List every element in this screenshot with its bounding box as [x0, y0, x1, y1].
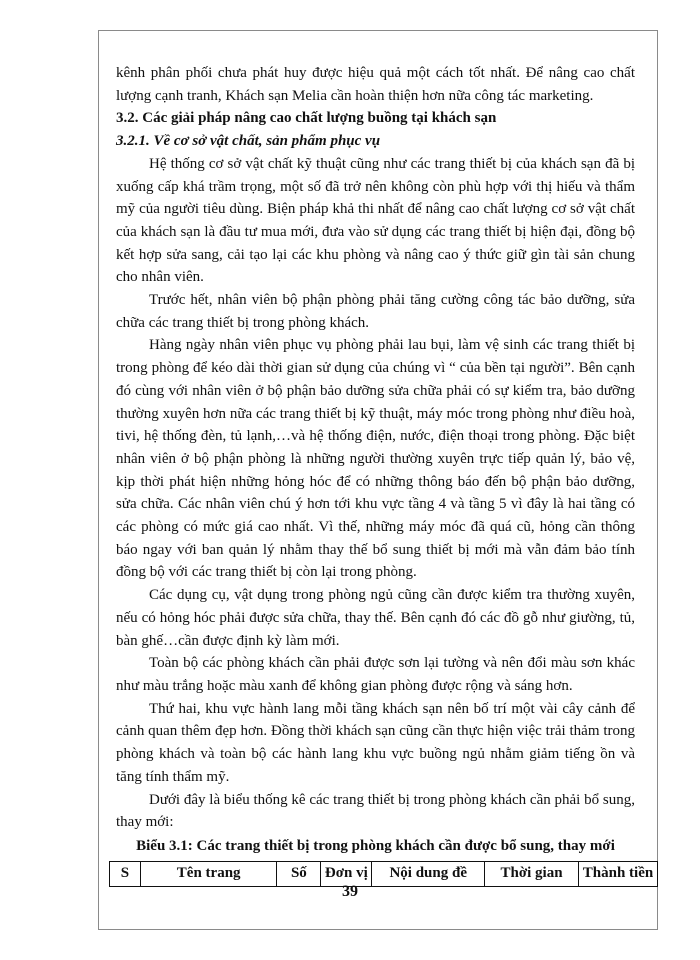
paragraph: Trước hết, nhân viên bộ phận phòng phải tăng cường công tác bảo dưỡng, sửa chữa các trang thiết bị trong phòng khách. — [116, 292, 635, 331]
table-header-cell: Đơn vị — [321, 861, 372, 886]
table-header-cell: Số — [277, 861, 321, 886]
table-caption: Biểu 3.1: Các trang thiết bị trong phòng khách cần được bổ sung, thay mới — [136, 837, 615, 854]
paragraph-continuation: kênh phân phối chưa phát huy được hiệu quả một cách tốt nhất. Để nâng cao chất lượng cạnh tranh, Khách sạn Melia cần hoàn thiện hơn nữa công tác marketing. — [116, 65, 635, 104]
paragraph: Các dụng cụ, vật dụng trong phòng ngủ cũng cần được kiểm tra thường xuyên, nếu có hỏng hóc phải được sửa chữa, thay thế. Bên cạnh đó các đồ gỗ như giường, tủ, bàn ghế…cần được định kỳ làm mới. — [116, 587, 635, 649]
section-heading: 3.2. Các giải pháp nâng cao chất lượng buồng tại khách sạn — [116, 110, 497, 127]
table-header-cell: Thời gian — [485, 861, 579, 886]
page-number: 39 — [342, 883, 358, 900]
table-header-cell: Thành tiền — [578, 861, 657, 886]
table-header-cell: Nội dung đề — [372, 861, 485, 886]
paragraph: Hệ thống cơ sở vật chất kỹ thuật cũng như các trang thiết bị của khách sạn đã bị xuống cấp khá trầm trọng, một số đã trở nên không còn phù hợp với thị hiếu và thẩm mỹ của người tiêu dùng. Biện pháp khả thi nhất để nâng cao chất lượng cơ sở vật chất của khách sạn là đầu tư mua mới, đưa vào sử dụng các trang thiết bị hiện đại, đồng bộ kết hợp sửa sang, cải tạo lại các khu phòng và nâng cao ý thức giữ gìn tài sản chung cho nhân viên. — [116, 155, 635, 286]
paragraph: Dưới đây là biểu thống kê các trang thiết bị trong phòng khách cần phải bổ sung, thay mới: — [116, 791, 635, 831]
page-content — [116, 62, 654, 887]
table-header-cell: S — [110, 861, 141, 886]
table-header-cell: Tên trang — [140, 861, 277, 886]
subsection-heading: 3.2.1. Về cơ sở vật chất, sản phẩm phục vụ — [116, 133, 381, 150]
paragraph: Hàng ngày nhân viên phục vụ phòng phải lau bụi, làm vệ sinh các trang thiết bị trong phòng để kéo dài thời gian sử dụng của chúng vì “ của bền tại người”. Bên cạnh đó cùng với nhân viên ở bộ phận bảo dưỡng sửa chữa phải có sự kiểm tra, bảo dưỡng thường xuyên hơn nữa các trang thiết bị kỹ thuật, máy móc trong phòng như điều hoà, tivi, hệ thống đèn, tủ lạnh,…và hệ thống điện, nước, điện thoại trong phòng. Đặc biệt nhân viên ở bộ phận phòng là những người thường xuyên trực tiếp quản lý, bảo vệ, kịp thời phát hiện những hỏng hóc để có những thông báo đến bộ phận bảo dưỡng, sửa chữa. Các nhân viên chú ý hơn tới khu vực tầng 4 và tầng 5 vì đây là hai tầng có các phòng có mức giá cao nhất. Vì thế, những máy móc đã quá cũ, hỏng cần thông báo ngay với ban quản lý nhằm thay thế bổ sung thiết bị mới mà vẫn đảm bảo tính đồng bộ với các trang thiết bị còn lại trong phòng. — [116, 337, 635, 581]
paragraph: Thứ hai, khu vực hành lang mỗi tầng khách sạn nên bố trí một vài cây cảnh để cảnh quan thêm đẹp hơn. Đồng thời khách sạn cũng cần thực hiện việc trải thảm trong phòng khách và toàn bộ các hành lang khu vực buồng ngủ nhằm giảm tiếng ồn và tăng tính thẩm mỹ. — [116, 700, 635, 785]
paragraph: Toàn bộ các phòng khách cần phải được sơn lại tường và nên đổi màu sơn khác như màu trắng hoặc màu xanh để không gian phòng được rộng và sáng hơn. — [116, 655, 635, 694]
